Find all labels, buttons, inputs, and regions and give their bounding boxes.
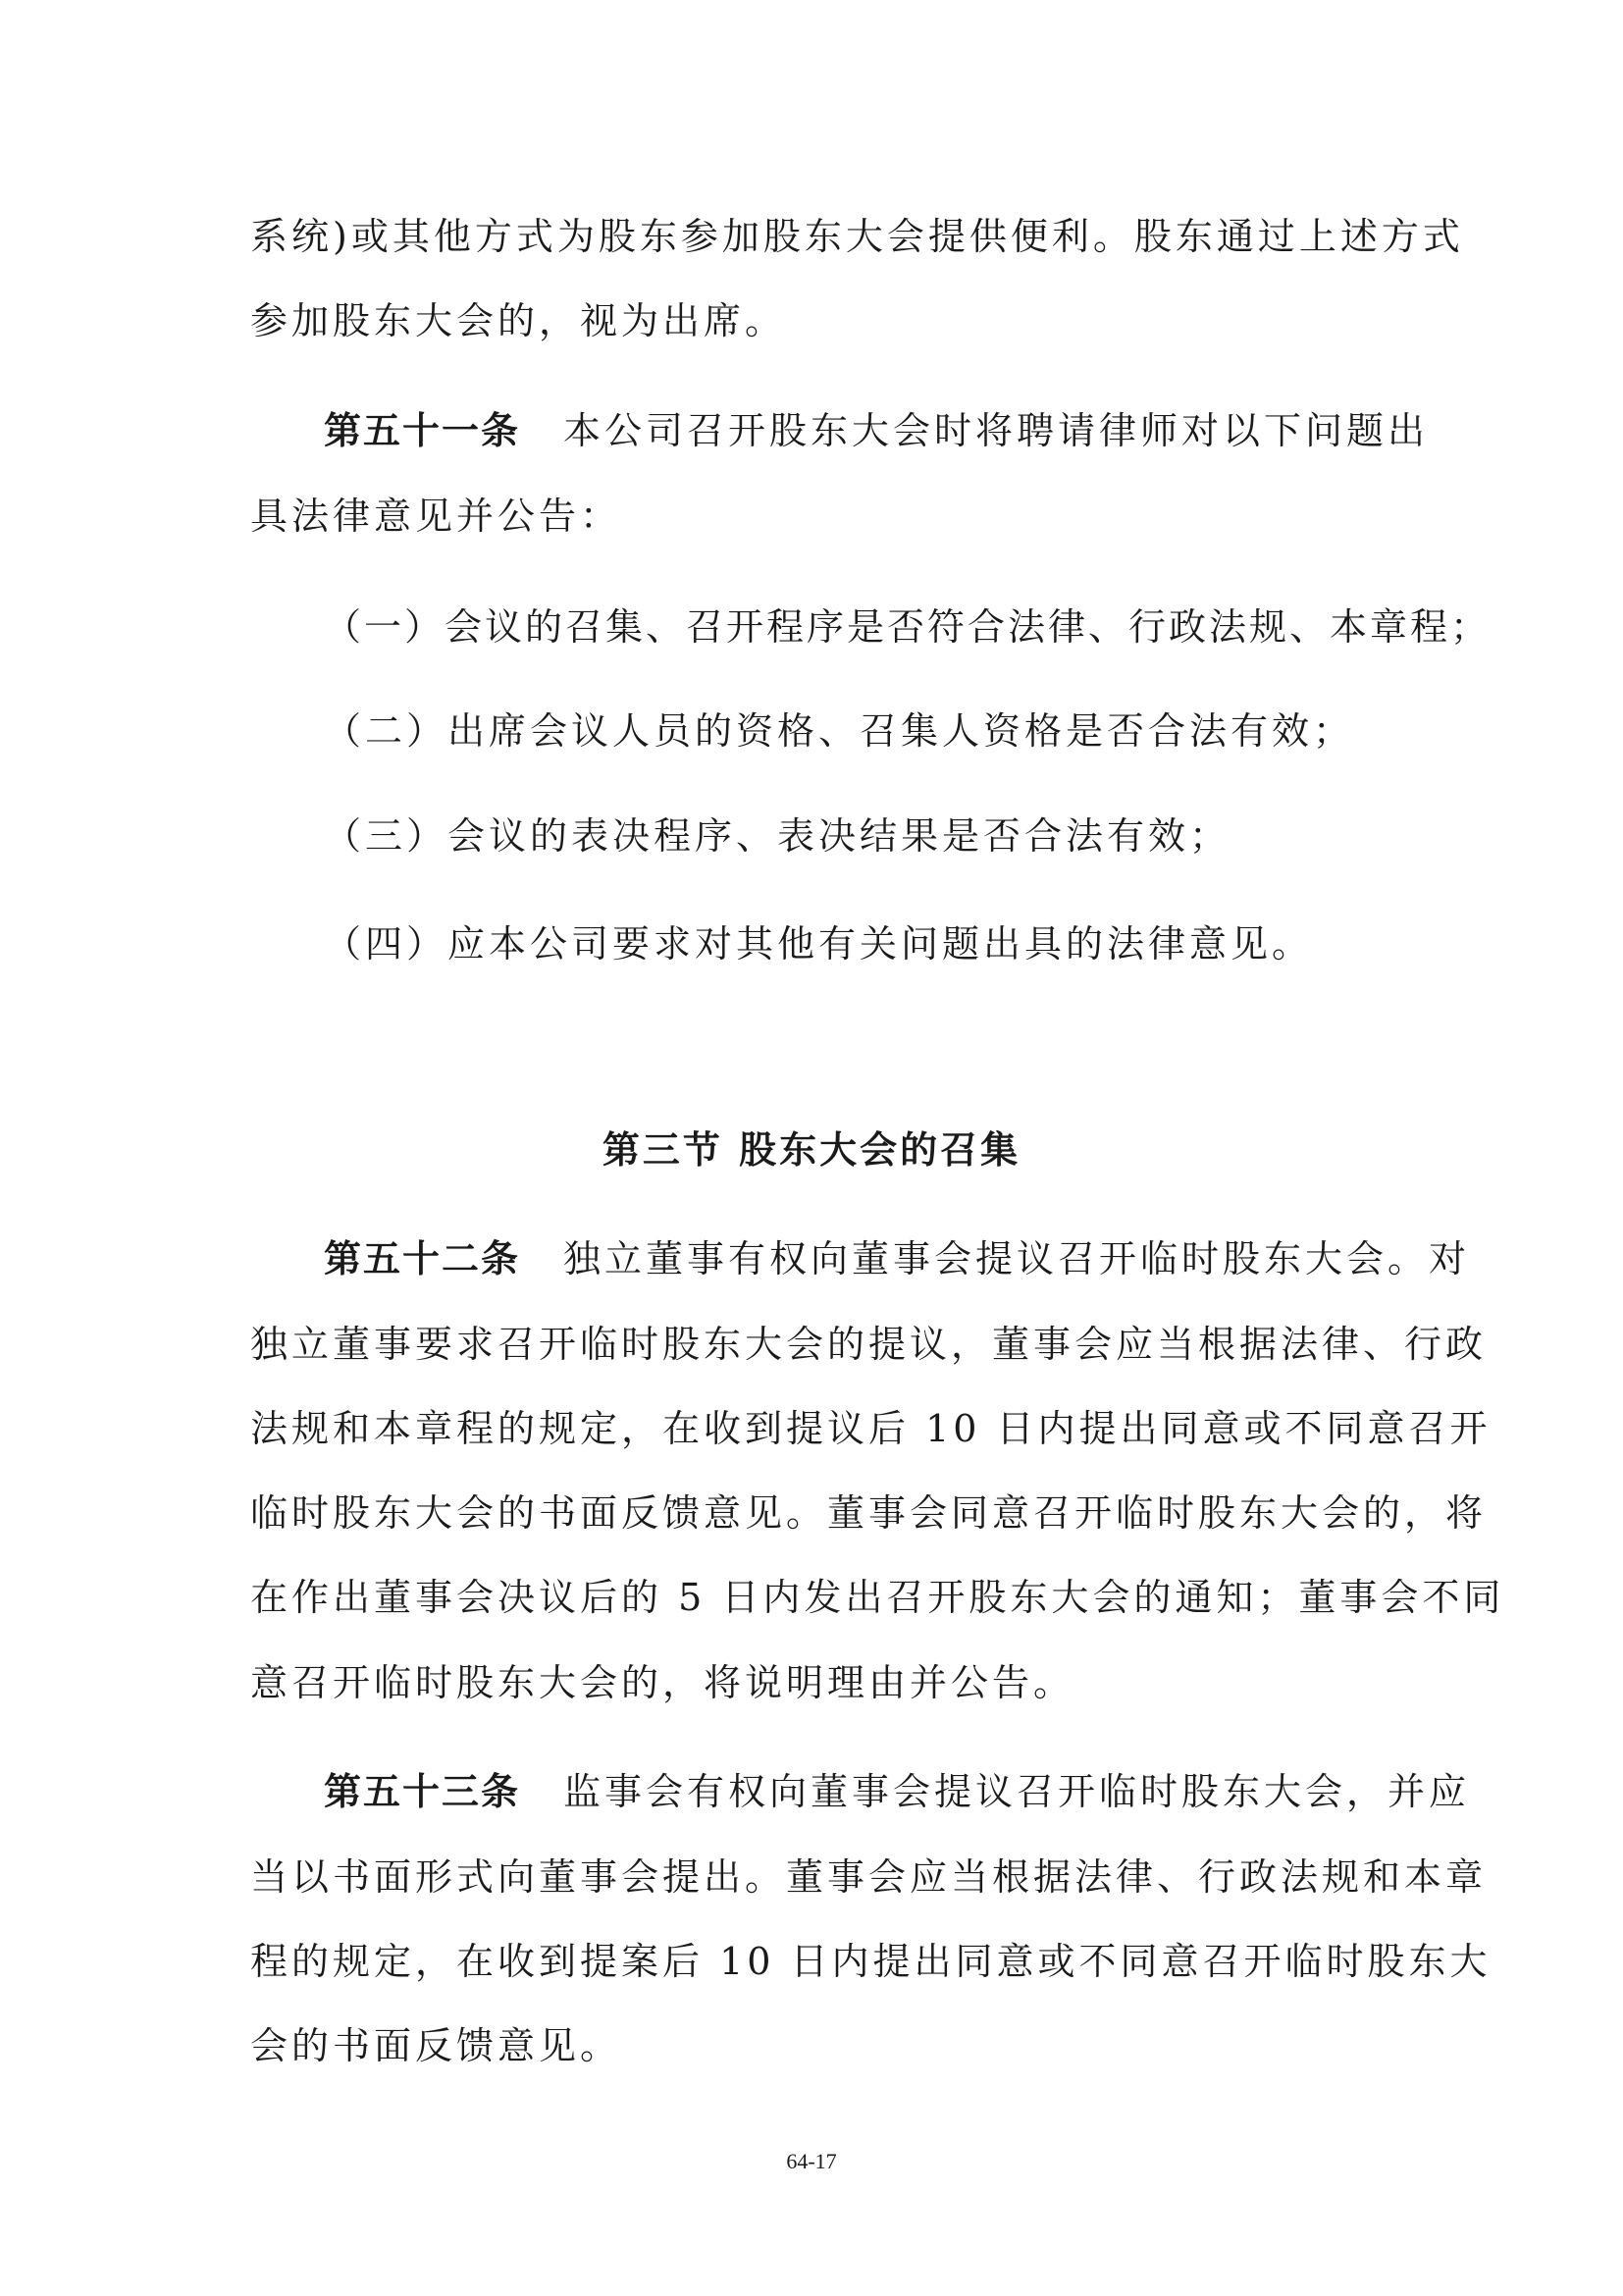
article-number: 第五十二条	[324, 1236, 521, 1280]
article-51-first-line	[324, 408, 1430, 452]
paragraph-line: 会的书面反馈意见。	[250, 2024, 622, 2067]
paragraph-line: 意召开临时股东大会的，将说明理由并公告。	[250, 1661, 1075, 1704]
article-text: 本公司召开股东大会时将聘请律师对以下问题出	[563, 409, 1430, 452]
list-item: （二）出席会议人员的资格、召集人资格是否合法有效；	[324, 709, 1355, 753]
list-item: （四）应本公司要求对其他有关问题出具的法律意见。	[324, 922, 1314, 965]
article-number: 第五十一条	[324, 408, 521, 452]
paragraph-line: 法规和本章程的规定，在收到提议后 10 日内提出同意或不同意召开	[250, 1407, 1492, 1450]
article-number: 第五十三条	[324, 1769, 521, 1813]
article-text: 独立董事有权向董事会提议召开临时股东大会。对	[563, 1237, 1471, 1280]
paragraph-line: 在作出董事会决议后的 5 日内发出召开股东大会的通知；董事会不同	[250, 1576, 1505, 1619]
paragraph-line: 参加股东大会的，视为出席。	[250, 299, 787, 342]
article-text: 监事会有权向董事会提议召开临时股东大会，并应	[563, 1770, 1471, 1813]
article-52-first-line	[324, 1236, 1471, 1280]
list-item: （三）会议的表决程序、表决结果是否合法有效；	[324, 814, 1231, 858]
paragraph-line: 程的规定，在收到提案后 10 日内提出同意或不同意召开临时股东大	[250, 1940, 1492, 1983]
section-title: 第三节 股东大会的召集	[602, 1127, 1021, 1172]
paragraph-line: 独立董事要求召开临时股东大会的提议，董事会应当根据法律、行政	[250, 1323, 1488, 1366]
paragraph-line: 临时股东大会的书面反馈意见。董事会同意召开临时股东大会的，将	[250, 1491, 1488, 1535]
paragraph-line: 具法律意见并公告：	[250, 495, 622, 538]
paragraph-line: 当以书面形式向董事会提出。董事会应当根据法律、行政法规和本章	[250, 1855, 1488, 1899]
page-number: 64-17	[786, 2149, 837, 2173]
list-item: （一）会议的召集、召开程序是否符合法律、行政法规、本章程；	[324, 605, 1492, 649]
paragraph-line: 系统)或其他方式为股东参加股东大会提供便利。股东通过上述方式	[250, 215, 1464, 258]
article-53-first-line	[324, 1769, 1471, 1813]
